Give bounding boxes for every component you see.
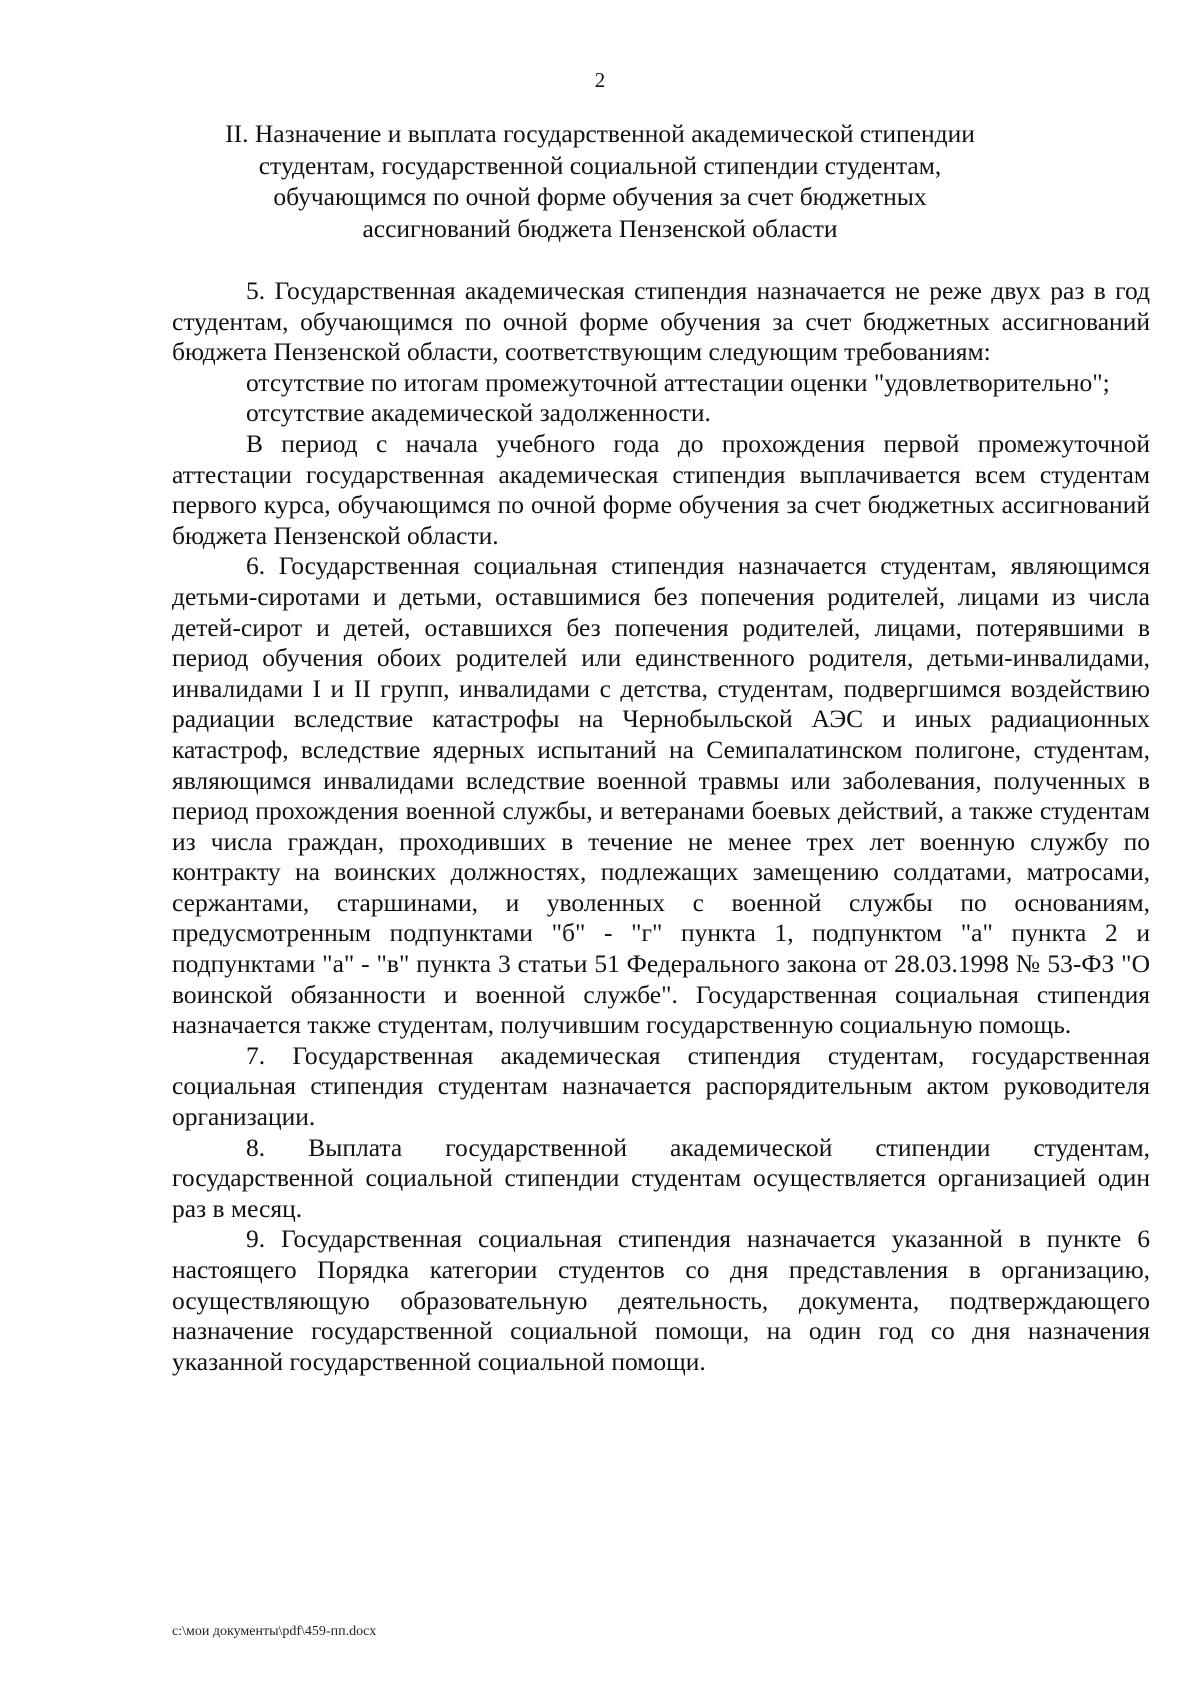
paragraph-6: 6. Государственная социальная стипендия назначается студентам, являющимся детьми-сиротами и детьми, оставшимися без попечения родителей, лицами из числа детей-сирот и детей, оставшихся без попечения родителей, лицами, потерявшими в период обучения обоих родителей или единственного родителя, детьми-инвалидами, инвалидами I и II групп, инвалидами с детства, студентам, подвергшимся воздействию радиации вследствие катастрофы на Чернобыльской АЭС и иных радиационных катастроф, вследствие ядерных испытаний на Семипалатинском полигоне, студентам, являющимся инвалидами вследствие военной травмы или заболевания, полученных в период прохождения военной службы, и ветеранами боевых действий, а также студентам из числа граждан, проходивших в течение не менее трех лет военную службу по контракту на воинских должностях, подлежащих замещению солдатами, матросами, сержантами, старшинами, и уволенных с военной службы по основаниям, предусмотренным подпунктами "б" - "г" пункта 1, подпунктом "а" пункта 2 и подпунктами "а" - "в" пункта 3 статьи 51 Федерального закона от 28.03.1998 № 53-ФЗ "О воинской обязанности и военной службе". Государственная социальная стипендия назначается также студентам, получившим государственную социальную помощь.: [172, 551, 1150, 1040]
paragraph-7: 7. Государственная академическая стипендия студентам, государственная социальная стипендия студентам назначается распорядительным актом руководителя организации.: [172, 1040, 1150, 1132]
paragraph-8: 8. Выплата государственной академической стипендии студентам, государственной социальной стипендии студентам осуществляется организацией один раз в месяц.: [172, 1132, 1150, 1223]
document-body: [172, 276, 1150, 1377]
paragraph-first-year: В период с начала учебного года до прохождения первой промежуточной аттестации государственная академическая стипендия выплачивается всем студентам первого курса, обучающимся по очной форме обучения за счет бюджетных ассигнований бюджета Пензенской области.: [172, 428, 1150, 550]
paragraph-5: 5. Государственная академическая стипендия назначается не реже двух раз в год студентам, обучающимся по очной форме обучения за счет бюджетных ассигнований бюджета Пензенской области, соответствующим следующим требованиям:: [172, 276, 1150, 367]
page-number: 2: [594, 68, 606, 92]
paragraph-requirement-debt: отсутствие академической задолженности.: [246, 398, 711, 428]
paragraph-9: 9. Государственная социальная стипендия назначается указанной в пункте 6 настоящего Порядка категории студентов со дня представления в организацию, осуществляющую образовательную деятельность, документа, подтверждающего назначение государственной социальной помощи, на один год со дня назначения указанной государственной социальной помощи.: [172, 1224, 1150, 1376]
section-title: II. Назначение и выплата государственной академической стипендии студентам, государственной социальной стипендии студентам, обучающимся по очной форме обучения за счет бюджетных ассигнований бюджета Пензенской области: [225, 119, 975, 243]
paragraph-requirement-grades: отсутствие по итогам промежуточной аттестации оценки "удовлетворительно";: [246, 367, 1110, 397]
footer-file-path: c:\мои документы\pdf\459-пп.docx: [172, 1624, 377, 1639]
